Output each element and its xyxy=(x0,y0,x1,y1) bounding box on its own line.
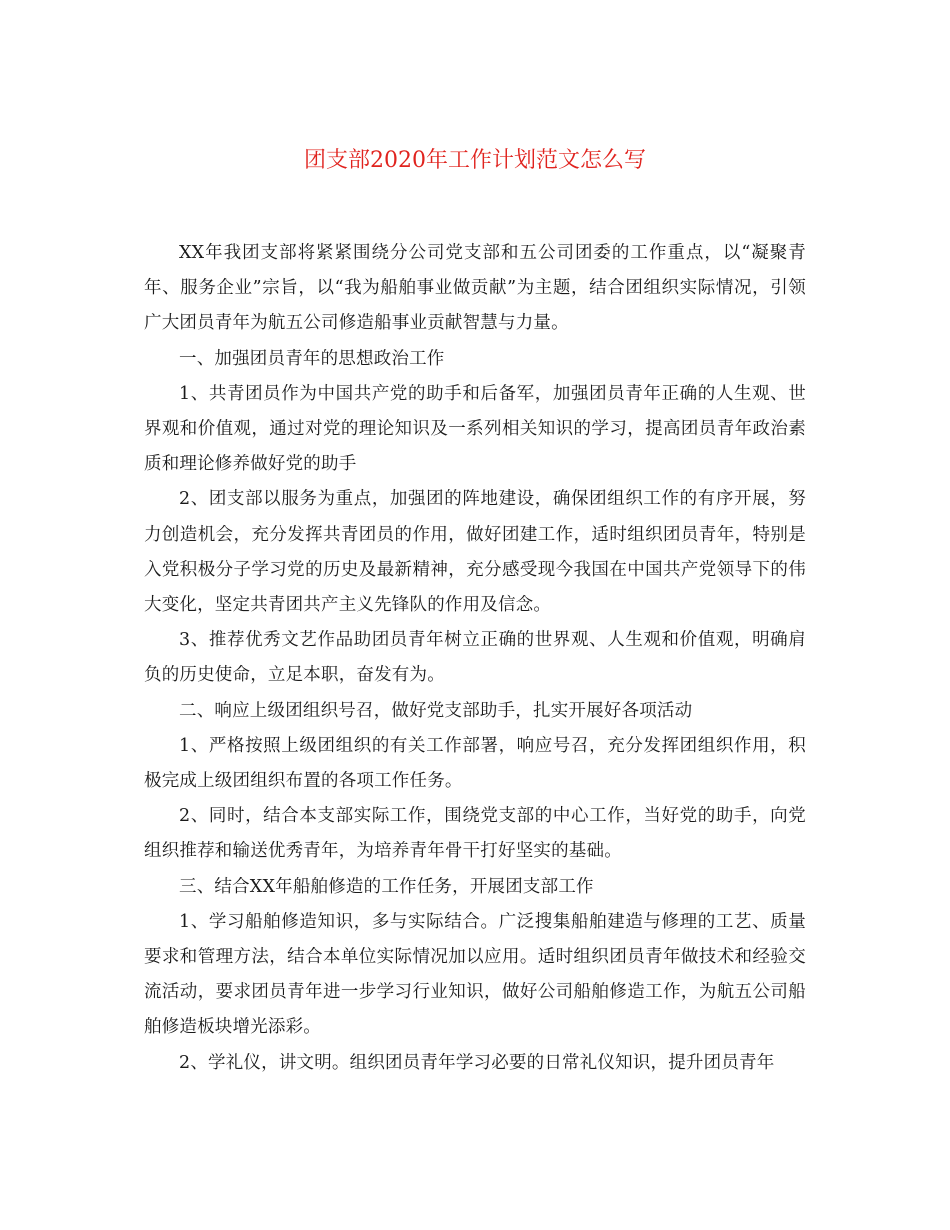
paragraph: 2、同时，结合本支部实际工作，围绕党支部的中心工作，当好党的助手，向党组织推荐和输送优秀青年，为培养青年骨干打好坚实的基础。 xyxy=(144,806,806,862)
section-heading-1: 一、加强团员青年的思想政治工作 xyxy=(179,348,445,369)
paragraph: 1、共青团员作为中国共产党的助手和后备军，加强团员青年正确的人生观、世界观和价值观，通过对党的理论知识及一系列相关知识的学习，提高团员青年政治素质和理论修养做好党的助手 xyxy=(144,383,806,475)
paragraph: 1、学习船舶修造知识，多与实际结合。广泛搜集船舶建造与修理的工艺、质量要求和管理方法，结合本单位实际情况加以应用。适时组织团员青年做技术和经验交流活动，要求团员青年进一步学习行业知识，做好公司船舶修造工作，为航五公司船舶修造板块增光添彩。 xyxy=(144,911,806,1038)
paragraph: 2、团支部以服务为重点，加强团的阵地建设，确保团组织工作的有序开展，努力创造机会，充分发挥共青团员的作用，做好团建工作，适时组织团员青年，特别是入党积极分子学习党的历史及最新精神，充分感受现今我国在中国共产党领导下的伟大变化，坚定共青团共产主义先锋队的作用及信念。 xyxy=(144,489,806,616)
paragraph: 2、学礼仪，讲文明。组织团员青年学习必要的日常礼仪知识，提升团员青年 xyxy=(179,1052,775,1073)
document-body xyxy=(144,236,806,1081)
section-heading-2: 二、响应上级团组织号召，做好党支部助手，扎实开展好各项活动 xyxy=(179,700,693,721)
document-title: 团支部2020年工作计划范文怎么写 xyxy=(304,148,646,173)
paragraph: 3、推荐优秀文艺作品助团员青年树立正确的世界观、人生观和价值观，明确肩负的历史使命，立足本职，奋发有为。 xyxy=(144,630,806,686)
paragraph: 1、严格按照上级团组织的有关工作部署，响应号召，充分发挥团组织作用，积极完成上级团组织布置的各项工作任务。 xyxy=(144,735,806,792)
paragraph-intro: XX年我团支部将紧紧围绕分公司党支部和五公司团委的工作重点，以“凝聚青年、服务企业”宗旨，以“我为船舶事业做贡献”为主题，结合团组织实际情况，引领广大团员青年为航五公司修造船事业贡献智慧与力量。 xyxy=(144,243,806,334)
section-heading-3: 三、结合XX年船舶修造的工作任务，开展团支部工作 xyxy=(179,876,594,897)
